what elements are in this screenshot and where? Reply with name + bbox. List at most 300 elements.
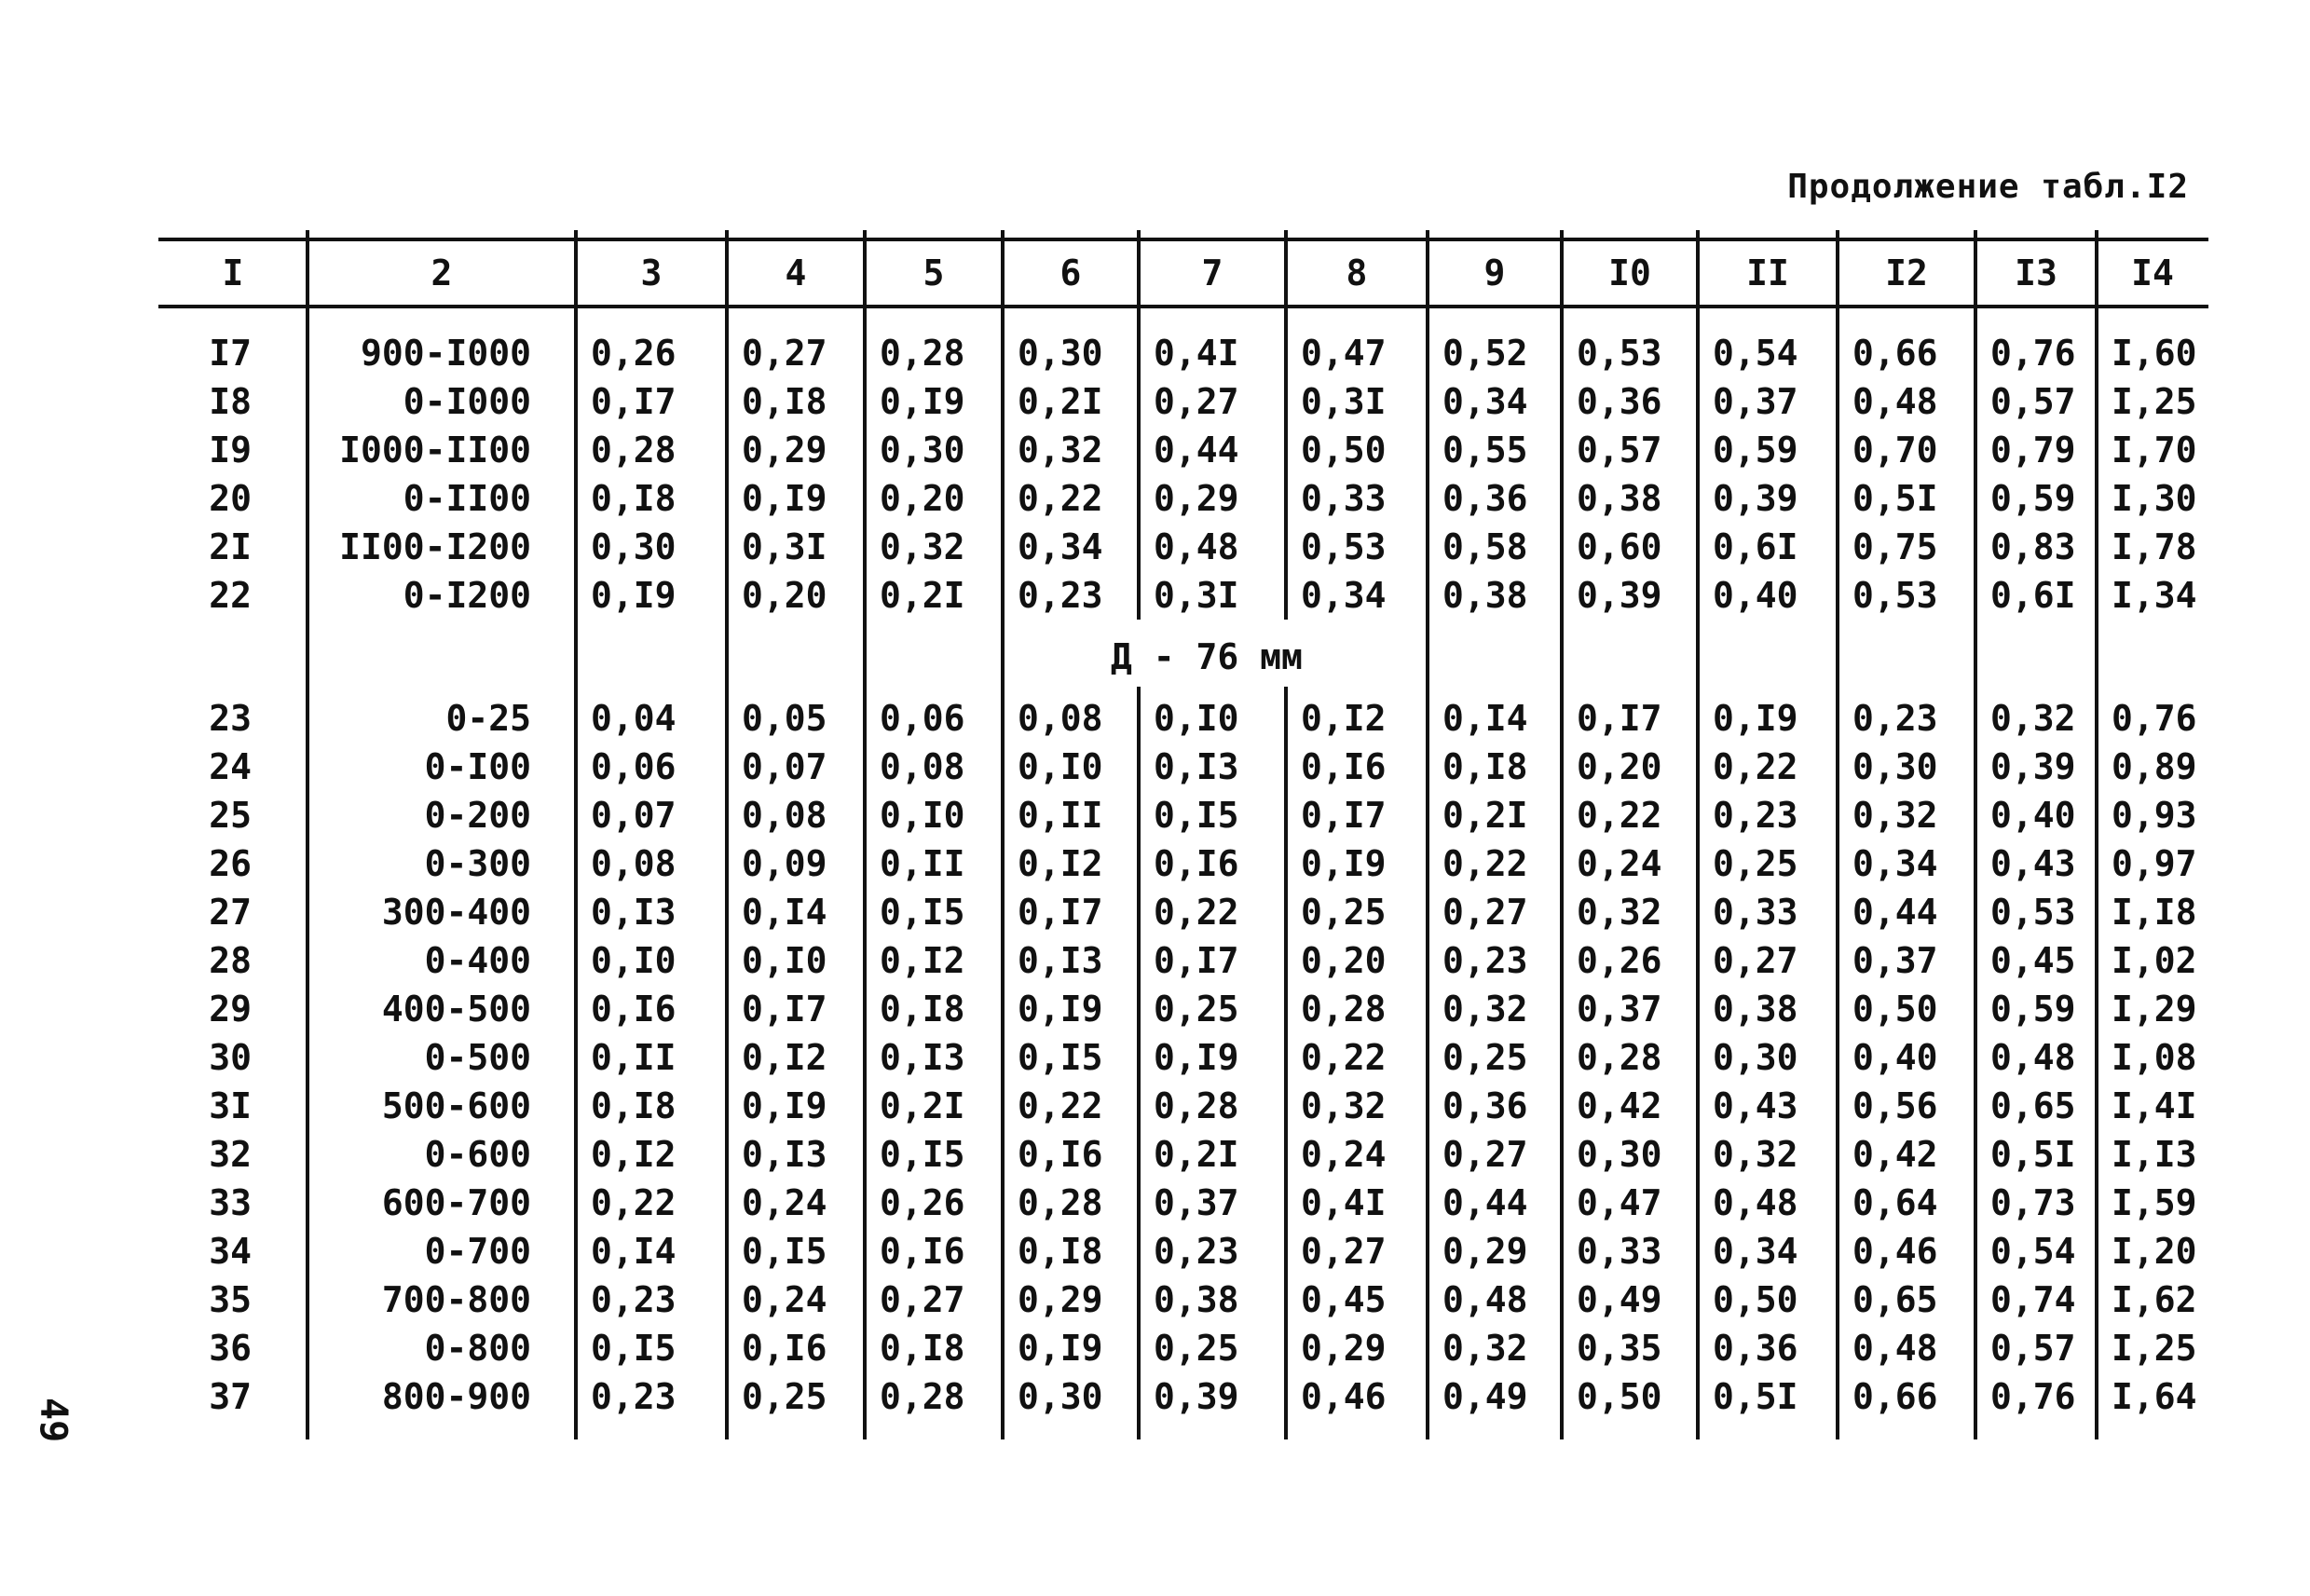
value-cell: 0,I2 xyxy=(1018,843,1103,884)
value-cell: 0,30 xyxy=(1018,1376,1103,1417)
value-cell: 0,48 xyxy=(1713,1182,1798,1223)
value-cell: 0,53 xyxy=(1852,575,1938,616)
value-cell: 0,76 xyxy=(1990,333,2076,374)
value-cell: 0,32 xyxy=(1990,698,2076,739)
value-cell: 0,23 xyxy=(1713,795,1798,836)
value-cell: 0,I7 xyxy=(1018,892,1103,933)
value-cell: 0,53 xyxy=(1990,892,2076,933)
value-cell: 0,26 xyxy=(1577,940,1662,981)
value-cell: 0,I7 xyxy=(591,381,677,422)
value-cell: 0,50 xyxy=(1713,1279,1798,1320)
column-header: II xyxy=(1746,252,1789,293)
value-cell: 0,32 xyxy=(880,526,965,567)
value-cell: 0,22 xyxy=(1301,1037,1387,1078)
value-cell: 0,28 xyxy=(880,1376,965,1417)
value-cell: 0,44 xyxy=(1852,892,1938,933)
range-cell: 0-I00 xyxy=(424,746,531,787)
column-divider xyxy=(1284,230,1288,620)
value-cell: 0,45 xyxy=(1301,1279,1387,1320)
range-cell: 800-900 xyxy=(381,1376,531,1417)
value-cell: I,34 xyxy=(2112,575,2197,616)
value-cell: 0,23 xyxy=(1852,698,1938,739)
value-cell: 0,25 xyxy=(1154,1328,1239,1369)
value-cell: I,60 xyxy=(2112,333,2197,374)
value-cell: 0,29 xyxy=(1442,1231,1528,1272)
header-top-rule xyxy=(158,238,2208,241)
value-cell: 0,29 xyxy=(742,430,827,471)
value-cell: 0,59 xyxy=(1990,989,2076,1030)
value-cell: 0,28 xyxy=(1577,1037,1662,1078)
value-cell: 0,23 xyxy=(1154,1231,1239,1272)
value-cell: 0,38 xyxy=(1154,1279,1239,1320)
column-header: 2 xyxy=(431,252,453,293)
value-cell: 0,34 xyxy=(1018,526,1103,567)
range-cell: 500-600 xyxy=(381,1085,531,1126)
value-cell: 0,65 xyxy=(1852,1279,1938,1320)
range-cell: 0-700 xyxy=(424,1231,531,1272)
value-cell: 0,32 xyxy=(1442,1328,1528,1369)
value-cell: I,02 xyxy=(2112,940,2197,981)
value-cell: 0,54 xyxy=(1990,1231,2076,1272)
column-divider xyxy=(1284,687,1288,1439)
range-cell: I000-II00 xyxy=(339,430,531,471)
value-cell: 0,49 xyxy=(1577,1279,1662,1320)
value-cell: 0,53 xyxy=(1577,333,1662,374)
value-cell: 0,I4 xyxy=(591,1231,677,1272)
value-cell: 0,32 xyxy=(1442,989,1528,1030)
value-cell: 0,20 xyxy=(742,575,827,616)
value-cell: 0,70 xyxy=(1852,430,1938,471)
value-cell: 0,I6 xyxy=(591,989,677,1030)
value-cell: 0,30 xyxy=(1018,333,1103,374)
value-cell: 0,89 xyxy=(2112,746,2197,787)
value-cell: 0,I2 xyxy=(742,1037,827,1078)
value-cell: 0,I9 xyxy=(1018,1328,1103,1369)
value-cell: 0,26 xyxy=(591,333,677,374)
column-divider xyxy=(1696,230,1700,1439)
value-cell: 0,I7 xyxy=(1577,698,1662,739)
value-cell: 0,I3 xyxy=(591,892,677,933)
value-cell: 0,36 xyxy=(1442,478,1528,519)
value-cell: 0,25 xyxy=(1442,1037,1528,1078)
value-cell: 0,48 xyxy=(1852,1328,1938,1369)
value-cell: 0,50 xyxy=(1301,430,1387,471)
value-cell: 0,32 xyxy=(1852,795,1938,836)
column-divider xyxy=(1560,230,1564,1439)
range-cell: 300-400 xyxy=(381,892,531,933)
value-cell: 0,27 xyxy=(1154,381,1239,422)
value-cell: 0,29 xyxy=(1301,1328,1387,1369)
value-cell: 0,I6 xyxy=(1018,1134,1103,1175)
value-cell: 0,57 xyxy=(1990,381,2076,422)
value-cell: 0,20 xyxy=(1301,940,1387,981)
range-cell: 0-200 xyxy=(424,795,531,836)
value-cell: 0,55 xyxy=(1442,430,1528,471)
value-cell: 0,I9 xyxy=(1301,843,1387,884)
value-cell: 0,I8 xyxy=(880,989,965,1030)
column-divider xyxy=(725,230,729,1439)
value-cell: 0,I3 xyxy=(1018,940,1103,981)
value-cell: 0,44 xyxy=(1442,1182,1528,1223)
value-cell: 0,5I xyxy=(1852,478,1938,519)
value-cell: 0,43 xyxy=(1990,843,2076,884)
value-cell: 0,39 xyxy=(1577,575,1662,616)
value-cell: 0,26 xyxy=(880,1182,965,1223)
value-cell: 0,48 xyxy=(1990,1037,2076,1078)
value-cell: 0,47 xyxy=(1301,333,1387,374)
value-cell: 0,I4 xyxy=(742,892,827,933)
value-cell: 0,I4 xyxy=(1442,698,1528,739)
value-cell: I,78 xyxy=(2112,526,2197,567)
row-number: I7 xyxy=(209,333,252,374)
column-header: 9 xyxy=(1483,252,1506,293)
value-cell: I,70 xyxy=(2112,430,2197,471)
value-cell: 0,I6 xyxy=(1301,746,1387,787)
value-cell: 0,46 xyxy=(1852,1231,1938,1272)
value-cell: I,64 xyxy=(2112,1376,2197,1417)
value-cell: 0,32 xyxy=(1018,430,1103,471)
column-divider xyxy=(306,230,309,1439)
value-cell: 0,42 xyxy=(1852,1134,1938,1175)
column-divider xyxy=(1001,230,1005,1439)
value-cell: 0,33 xyxy=(1713,892,1798,933)
value-cell: 0,I2 xyxy=(1301,698,1387,739)
value-cell: 0,I3 xyxy=(1154,746,1239,787)
column-divider xyxy=(2095,230,2098,1439)
value-cell: 0,49 xyxy=(1442,1376,1528,1417)
value-cell: 0,2I xyxy=(880,1085,965,1126)
value-cell: 0,33 xyxy=(1577,1231,1662,1272)
value-cell: 0,I6 xyxy=(880,1231,965,1272)
value-cell: 0,39 xyxy=(1713,478,1798,519)
value-cell: 0,79 xyxy=(1990,430,2076,471)
value-cell: 0,3I xyxy=(742,526,827,567)
value-cell: 0,66 xyxy=(1852,1376,1938,1417)
section-label: Д - 76 мм xyxy=(1111,636,1303,677)
value-cell: 0,I9 xyxy=(591,575,677,616)
column-divider xyxy=(1836,230,1839,1439)
value-cell: 0,47 xyxy=(1577,1182,1662,1223)
row-number: 30 xyxy=(209,1037,252,1078)
value-cell: 0,28 xyxy=(880,333,965,374)
value-cell: 0,28 xyxy=(1154,1085,1239,1126)
column-header: I2 xyxy=(1885,252,1928,293)
value-cell: 0,2I xyxy=(1442,795,1528,836)
value-cell: 0,I6 xyxy=(742,1328,827,1369)
column-divider xyxy=(863,230,867,1439)
value-cell: I,25 xyxy=(2112,381,2197,422)
value-cell: 0,65 xyxy=(1990,1085,2076,1126)
value-cell: 0,08 xyxy=(880,746,965,787)
header-bottom-rule xyxy=(158,305,2208,308)
range-cell: 0-I000 xyxy=(403,381,531,422)
value-cell: 0,56 xyxy=(1852,1085,1938,1126)
value-cell: 0,39 xyxy=(1154,1376,1239,1417)
value-cell: 0,20 xyxy=(880,478,965,519)
value-cell: 0,I7 xyxy=(1301,795,1387,836)
value-cell: I,30 xyxy=(2112,478,2197,519)
value-cell: 0,25 xyxy=(1301,892,1387,933)
value-cell: 0,37 xyxy=(1713,381,1798,422)
value-cell: 0,08 xyxy=(1018,698,1103,739)
value-cell: 0,30 xyxy=(1577,1134,1662,1175)
value-cell: 0,58 xyxy=(1442,526,1528,567)
value-cell: 0,59 xyxy=(1713,430,1798,471)
value-cell: 0,I6 xyxy=(1154,843,1239,884)
value-cell: 0,I8 xyxy=(1442,746,1528,787)
value-cell: 0,I7 xyxy=(1154,940,1239,981)
row-number: 27 xyxy=(209,892,252,933)
value-cell: 0,22 xyxy=(1577,795,1662,836)
value-cell: 0,23 xyxy=(1018,575,1103,616)
value-cell: 0,II xyxy=(1018,795,1103,836)
value-cell: 0,74 xyxy=(1990,1279,2076,1320)
value-cell: 0,4I xyxy=(1301,1182,1387,1223)
value-cell: 0,I5 xyxy=(742,1231,827,1272)
value-cell: I,59 xyxy=(2112,1182,2197,1223)
value-cell: 0,23 xyxy=(591,1376,677,1417)
column-header: I3 xyxy=(2015,252,2057,293)
value-cell: 0,23 xyxy=(591,1279,677,1320)
value-cell: 0,29 xyxy=(1018,1279,1103,1320)
value-cell: 0,I0 xyxy=(591,940,677,981)
value-cell: 0,34 xyxy=(1852,843,1938,884)
value-cell: 0,97 xyxy=(2112,843,2197,884)
range-cell: 0-II00 xyxy=(403,478,531,519)
value-cell: I,62 xyxy=(2112,1279,2197,1320)
column-divider xyxy=(1426,230,1429,1439)
value-cell: 0,I2 xyxy=(880,940,965,981)
range-cell: 0-600 xyxy=(424,1134,531,1175)
value-cell: 0,73 xyxy=(1990,1182,2076,1223)
row-number: 32 xyxy=(209,1134,252,1175)
value-cell: 0,29 xyxy=(1154,478,1239,519)
value-cell: 0,I5 xyxy=(1154,795,1239,836)
range-cell: 0-800 xyxy=(424,1328,531,1369)
value-cell: 0,22 xyxy=(1154,892,1239,933)
row-number: 20 xyxy=(209,478,252,519)
value-cell: 0,27 xyxy=(1442,892,1528,933)
value-cell: 0,25 xyxy=(1713,843,1798,884)
value-cell: 0,43 xyxy=(1713,1085,1798,1126)
column-header: 7 xyxy=(1201,252,1223,293)
value-cell: 0,33 xyxy=(1301,478,1387,519)
value-cell: 0,I5 xyxy=(880,1134,965,1175)
value-cell: 0,24 xyxy=(742,1182,827,1223)
value-cell: 0,36 xyxy=(1577,381,1662,422)
value-cell: I,4I xyxy=(2112,1085,2197,1126)
value-cell: 0,3I xyxy=(1154,575,1239,616)
value-cell: 0,6I xyxy=(1713,526,1798,567)
value-cell: 0,39 xyxy=(1990,746,2076,787)
value-cell: 0,I9 xyxy=(1018,989,1103,1030)
value-cell: 0,I3 xyxy=(880,1037,965,1078)
value-cell: I,25 xyxy=(2112,1328,2197,1369)
page-number: 49 xyxy=(32,1398,75,1443)
value-cell: 0,I9 xyxy=(1154,1037,1239,1078)
value-cell: 0,75 xyxy=(1852,526,1938,567)
value-cell: 0,83 xyxy=(1990,526,2076,567)
value-cell: 0,II xyxy=(591,1037,677,1078)
value-cell: 0,I0 xyxy=(742,940,827,981)
value-cell: 0,27 xyxy=(1301,1231,1387,1272)
row-number: 33 xyxy=(209,1182,252,1223)
value-cell: 0,I8 xyxy=(742,381,827,422)
value-cell: 0,2I xyxy=(1018,381,1103,422)
row-number: 34 xyxy=(209,1231,252,1272)
column-divider xyxy=(1974,230,1977,1439)
value-cell: 0,I8 xyxy=(591,1085,677,1126)
row-number: 28 xyxy=(209,940,252,981)
value-cell: 0,27 xyxy=(742,333,827,374)
value-cell: 0,09 xyxy=(742,843,827,884)
value-cell: 0,38 xyxy=(1577,478,1662,519)
value-cell: 0,07 xyxy=(591,795,677,836)
value-cell: 0,42 xyxy=(1577,1085,1662,1126)
column-divider xyxy=(1137,230,1141,620)
value-cell: 0,30 xyxy=(1713,1037,1798,1078)
value-cell: 0,22 xyxy=(1442,843,1528,884)
value-cell: 0,38 xyxy=(1713,989,1798,1030)
range-cell: 400-500 xyxy=(381,989,531,1030)
value-cell: 0,64 xyxy=(1852,1182,1938,1223)
value-cell: 0,22 xyxy=(1713,746,1798,787)
value-cell: I,29 xyxy=(2112,989,2197,1030)
range-cell: 0-400 xyxy=(424,940,531,981)
value-cell: 0,I9 xyxy=(880,381,965,422)
range-cell: 0-500 xyxy=(424,1037,531,1078)
value-cell: 0,27 xyxy=(1442,1134,1528,1175)
value-cell: 0,44 xyxy=(1154,430,1239,471)
value-cell: 0,34 xyxy=(1442,381,1528,422)
table-caption: Продолжение табл.I2 xyxy=(1787,168,2189,206)
value-cell: 0,35 xyxy=(1577,1328,1662,1369)
value-cell: 0,25 xyxy=(1154,989,1239,1030)
value-cell: 0,I0 xyxy=(1154,698,1239,739)
value-cell: 0,27 xyxy=(880,1279,965,1320)
value-cell: 0,2I xyxy=(1154,1134,1239,1175)
value-cell: 0,57 xyxy=(1577,430,1662,471)
row-number: 25 xyxy=(209,795,252,836)
row-number: 37 xyxy=(209,1376,252,1417)
value-cell: 0,30 xyxy=(591,526,677,567)
value-cell: 0,08 xyxy=(742,795,827,836)
value-cell: 0,24 xyxy=(1577,843,1662,884)
value-cell: 0,40 xyxy=(1713,575,1798,616)
value-cell: 0,2I xyxy=(880,575,965,616)
value-cell: 0,38 xyxy=(1442,575,1528,616)
row-number: 22 xyxy=(209,575,252,616)
row-number: I8 xyxy=(209,381,252,422)
column-header: 5 xyxy=(923,252,945,293)
value-cell: 0,II xyxy=(880,843,965,884)
row-number: 36 xyxy=(209,1328,252,1369)
column-header: 4 xyxy=(785,252,807,293)
value-cell: 0,23 xyxy=(1442,940,1528,981)
column-header: I4 xyxy=(2131,252,2174,293)
value-cell: 0,40 xyxy=(1990,795,2076,836)
column-divider xyxy=(1137,687,1141,1439)
value-cell: 0,30 xyxy=(1852,746,1938,787)
value-cell: 0,22 xyxy=(1018,478,1103,519)
value-cell: I,20 xyxy=(2112,1231,2197,1272)
value-cell: 0,20 xyxy=(1577,746,1662,787)
value-cell: 0,I7 xyxy=(742,989,827,1030)
value-cell: 0,34 xyxy=(1713,1231,1798,1272)
value-cell: 0,36 xyxy=(1713,1328,1798,1369)
value-cell: 0,I8 xyxy=(591,478,677,519)
value-cell: 0,I5 xyxy=(591,1328,677,1369)
value-cell: 0,32 xyxy=(1713,1134,1798,1175)
range-cell: 0-I200 xyxy=(403,575,531,616)
range-cell: 700-800 xyxy=(381,1279,531,1320)
range-cell: II00-I200 xyxy=(339,526,531,567)
range-cell: 0-300 xyxy=(424,843,531,884)
value-cell: 0,22 xyxy=(1018,1085,1103,1126)
value-cell: 0,76 xyxy=(2112,698,2197,739)
value-cell: 0,06 xyxy=(591,746,677,787)
column-header: 3 xyxy=(640,252,663,293)
row-number: 29 xyxy=(209,989,252,1030)
value-cell: 0,05 xyxy=(742,698,827,739)
value-cell: 0,37 xyxy=(1577,989,1662,1030)
value-cell: 0,I2 xyxy=(591,1134,677,1175)
column-header: I0 xyxy=(1608,252,1651,293)
value-cell: 0,52 xyxy=(1442,333,1528,374)
value-cell: 0,32 xyxy=(1301,1085,1387,1126)
value-cell: 0,48 xyxy=(1852,381,1938,422)
value-cell: 0,I9 xyxy=(1713,698,1798,739)
value-cell: 0,4I xyxy=(1154,333,1239,374)
value-cell: 0,45 xyxy=(1990,940,2076,981)
value-cell: 0,I5 xyxy=(1018,1037,1103,1078)
value-cell: 0,54 xyxy=(1713,333,1798,374)
value-cell: 0,I9 xyxy=(742,478,827,519)
value-cell: 0,28 xyxy=(1018,1182,1103,1223)
value-cell: 0,I0 xyxy=(1018,746,1103,787)
value-cell: 0,I9 xyxy=(742,1085,827,1126)
range-cell: 0-25 xyxy=(445,698,531,739)
row-number: 3I xyxy=(209,1085,252,1126)
row-number: 2I xyxy=(209,526,252,567)
value-cell: 0,04 xyxy=(591,698,677,739)
value-cell: 0,50 xyxy=(1577,1376,1662,1417)
value-cell: 0,36 xyxy=(1442,1085,1528,1126)
column-header: 8 xyxy=(1346,252,1368,293)
value-cell: 0,24 xyxy=(1301,1134,1387,1175)
value-cell: 0,24 xyxy=(742,1279,827,1320)
value-cell: 0,34 xyxy=(1301,575,1387,616)
value-cell: 0,6I xyxy=(1990,575,2076,616)
value-cell: 0,66 xyxy=(1852,333,1938,374)
value-cell: 0,I5 xyxy=(880,892,965,933)
value-cell: 0,5I xyxy=(1713,1376,1798,1417)
value-cell: 0,37 xyxy=(1154,1182,1239,1223)
value-cell: 0,30 xyxy=(880,430,965,471)
value-cell: 0,76 xyxy=(1990,1376,2076,1417)
value-cell: 0,28 xyxy=(591,430,677,471)
column-header: I xyxy=(222,252,244,293)
value-cell: 0,48 xyxy=(1154,526,1239,567)
value-cell: 0,25 xyxy=(742,1376,827,1417)
value-cell: 0,3I xyxy=(1301,381,1387,422)
value-cell: I,08 xyxy=(2112,1037,2197,1078)
range-cell: 900-I000 xyxy=(360,333,531,374)
value-cell: 0,27 xyxy=(1713,940,1798,981)
value-cell: I,I3 xyxy=(2112,1134,2197,1175)
value-cell: 0,48 xyxy=(1442,1279,1528,1320)
value-cell: 0,40 xyxy=(1852,1037,1938,1078)
